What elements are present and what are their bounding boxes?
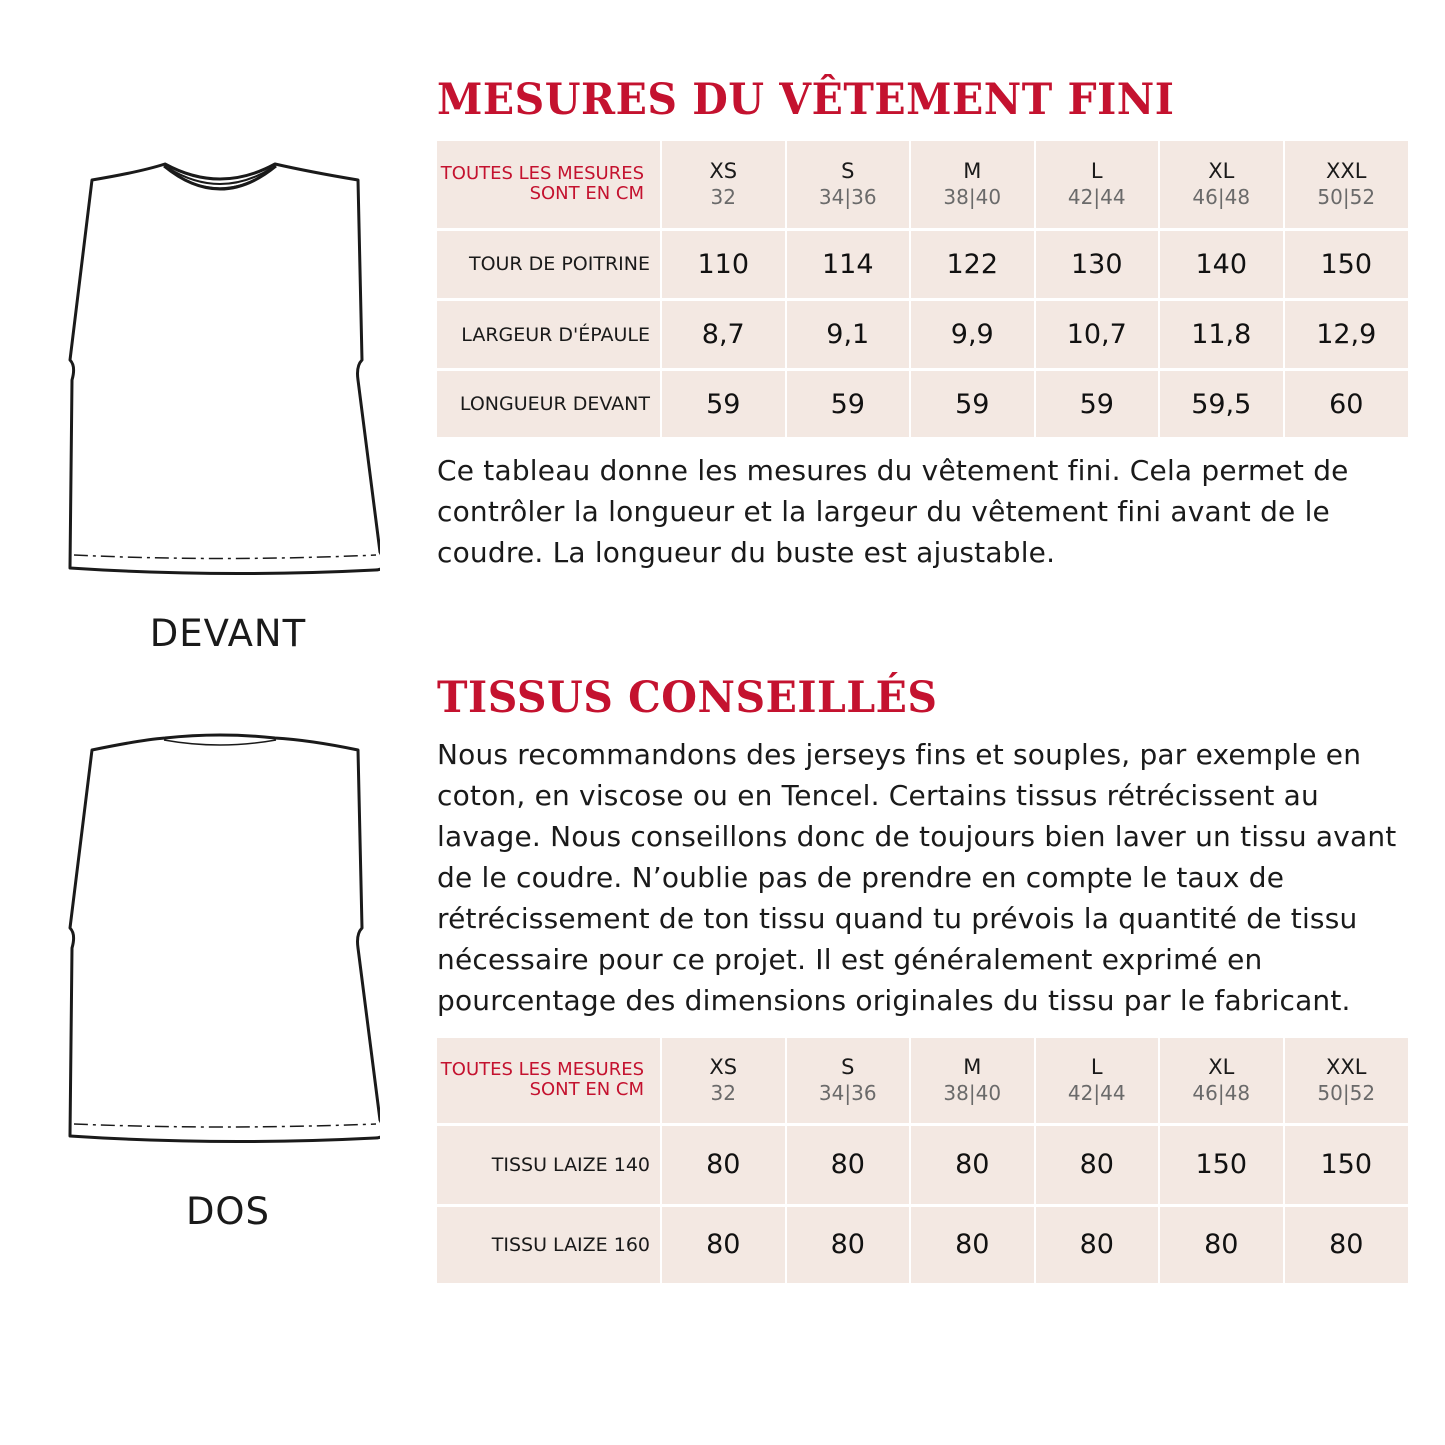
size-header [1159, 1038, 1284, 1124]
fabric-value: 80 [1035, 1205, 1160, 1283]
back-tank-top-drawing [60, 728, 380, 1148]
size-number: 50|52 [1317, 185, 1376, 210]
measurement-value: 9,1 [786, 299, 911, 369]
measurement-value: 59 [786, 370, 911, 437]
fabric-value: 80 [1159, 1205, 1284, 1283]
fabrics-heading: TISSUS CONSEILLÉS [437, 672, 938, 723]
front-tank-top-drawing [60, 160, 380, 580]
size-letter: S [841, 1055, 855, 1080]
table-row [437, 299, 1408, 369]
fabric-value: 80 [786, 1205, 911, 1283]
measurements-table [437, 141, 1408, 437]
size-letter: S [841, 159, 855, 184]
fabric-value: 80 [1035, 1124, 1160, 1205]
measurement-value: 110 [661, 229, 786, 299]
size-letter: L [1090, 1055, 1103, 1080]
size-header [1284, 1038, 1409, 1124]
fabric-value: 80 [661, 1124, 786, 1205]
size-header [910, 1038, 1035, 1124]
measurement-value: 130 [1035, 229, 1160, 299]
measurement-value: 10,7 [1035, 299, 1160, 369]
table-row [437, 229, 1408, 299]
size-header [1035, 141, 1160, 229]
size-letter: L [1090, 159, 1103, 184]
measurements-heading: MESURES DU VÊTEMENT FINI [437, 74, 1175, 125]
fabric-value: 80 [910, 1205, 1035, 1283]
fabric-value: 150 [1159, 1124, 1284, 1205]
row-label: TISSU LAIZE 140 [437, 1124, 661, 1205]
fabric-value: 150 [1284, 1124, 1409, 1205]
fabrics-description: Nous recommandons des jerseys fins et souples, par exemple en coton, en viscose ou en Tencel. Certains tissus rétrécissent au lavage. Nous conseillons donc de toujours bien laver un tissu avant de le coudre. N’oublie pas de prendre en compte le taux de rétrécissement de ton tissu quand tu prévois la quantité de tissu nécessaire pour ce projet. Il est généralement exprimé en pourcentage des dimensions originales du tissu par le fabricant. [437, 738, 1397, 1017]
measurement-value: 122 [910, 229, 1035, 299]
measurement-value: 8,7 [661, 299, 786, 369]
measurement-value: 150 [1284, 229, 1409, 299]
size-header [1159, 141, 1284, 229]
table-row [437, 370, 1408, 437]
size-header [1284, 141, 1409, 229]
fabric-value: 80 [1329, 1229, 1364, 1261]
table-row [437, 1124, 1408, 1205]
measurement-value: 140 [1159, 229, 1284, 299]
fabric-value: 80 [910, 1124, 1035, 1205]
row-label: LONGUEUR DEVANT [437, 370, 661, 437]
measurement-value: 59 [910, 370, 1035, 437]
front-label: DEVANT [149, 612, 307, 655]
measurement-value: 59 [661, 370, 786, 437]
row-label: TISSU LAIZE 160 [437, 1205, 661, 1283]
size-number: 46|48 [1192, 185, 1251, 210]
size-letter: XXL [1326, 159, 1367, 184]
measurements-description: Ce tableau donne les mesures du vêtement fini. Cela permet de contrôler la longueur et la largeur du vêtement fini avant de le coudre. La longueur du buste est ajustable. [437, 454, 1349, 569]
size-letter: M [963, 159, 982, 184]
measurement-value: 114 [786, 229, 911, 299]
size-header [910, 141, 1035, 229]
units-note: TOUTES LES MESURES SONT EN CM [437, 1038, 661, 1124]
size-letter: XXL [1326, 1055, 1367, 1080]
fabrics-table [437, 1038, 1408, 1283]
size-letter: XS [709, 159, 738, 184]
size-letter: XL [1208, 159, 1235, 184]
size-letter: M [963, 1055, 982, 1080]
size-number: 38|40 [943, 1081, 1002, 1106]
row-label: LARGEUR D'ÉPAULE [437, 299, 661, 369]
size-number: 42|44 [1067, 1081, 1126, 1106]
measurement-value: 59,5 [1159, 370, 1284, 437]
back-label: DOS [185, 1190, 271, 1233]
units-note: TOUTES LES MESURES SONT EN CM [437, 141, 661, 229]
measurements-header-row [437, 141, 1408, 229]
size-number: 46|48 [1192, 1081, 1251, 1106]
size-number: 34|36 [818, 1081, 877, 1106]
size-header [1035, 1038, 1160, 1124]
size-header [786, 141, 911, 229]
size-letter: XL [1208, 1055, 1235, 1080]
size-header [661, 141, 786, 229]
measurement-value: 11,8 [1159, 299, 1284, 369]
size-number: 32 [710, 1081, 736, 1106]
measurement-value: 59 [1035, 370, 1160, 437]
fabrics-header-row [437, 1038, 1408, 1124]
size-header [786, 1038, 911, 1124]
size-number: 34|36 [818, 185, 877, 210]
table-row [437, 1205, 1408, 1283]
measurement-value: 9,9 [910, 299, 1035, 369]
measurement-value: 12,9 [1284, 299, 1409, 369]
front-garment-illustration [60, 160, 380, 580]
size-number: 32 [710, 185, 736, 210]
size-letter: XS [709, 1055, 738, 1080]
size-number: 50|52 [1317, 1081, 1376, 1106]
fabric-value: 80 [661, 1205, 786, 1283]
fabric-value: 80 [786, 1124, 911, 1205]
back-garment-illustration [60, 728, 380, 1148]
size-number: 38|40 [943, 185, 1002, 210]
size-header [661, 1038, 786, 1124]
row-label: TOUR DE POITRINE [437, 229, 661, 299]
measurement-value: 60 [1329, 388, 1364, 420]
size-number: 42|44 [1067, 185, 1126, 210]
